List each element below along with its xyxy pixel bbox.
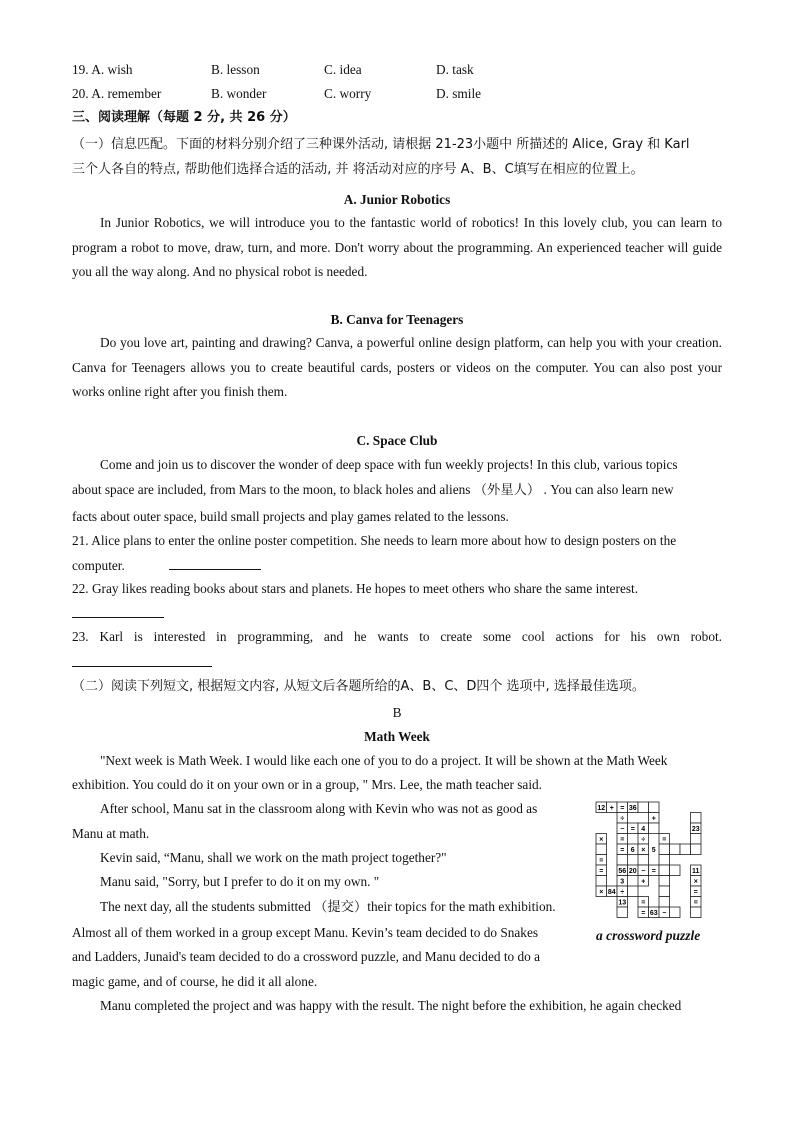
puzzle-cell-label: =: [693, 888, 698, 896]
story-p1-line1: "Next week is Math Week. I would like each one of you to do a project. It will be shown at the Math Week: [100, 753, 668, 768]
club-c-line3: facts about outer space, build small projects and play games related to the lessons.: [72, 509, 509, 524]
club-a-title: A. Junior Robotics: [343, 192, 451, 207]
question-21-line1: 21. Alice plans to enter the online poster competition. She needs to learn more about how to design posters on the: [72, 533, 677, 548]
option-20-a: 20. A. remember: [72, 86, 162, 101]
club-a-text-block: [72, 211, 722, 285]
story-title: Math Week: [364, 729, 430, 744]
puzzle-cell: [649, 802, 660, 813]
club-b-text: Do you love art, painting and drawing? Canva, a powerful online design platform, can help you with your creation. Canva for Teenagers allows you to create beautiful cards, posters or videos on the computer. You can also post your works online right after you finish them.: [72, 335, 722, 399]
puzzle-cell: [691, 834, 702, 845]
option-19-d: D. task: [436, 62, 474, 77]
puzzle-cell-label: 20: [628, 867, 637, 875]
puzzle-cell: [649, 823, 660, 834]
option-19-b: B. lesson: [211, 62, 260, 77]
puzzle-cell-label: =: [651, 867, 656, 875]
puzzle-cell-label: ×: [599, 888, 604, 896]
puzzle-cell: [617, 907, 628, 918]
puzzle-cell: [596, 844, 607, 855]
puzzle-cell-label: =: [620, 846, 625, 854]
club-c-line1: Come and join us to discover the wonder of deep space with fun weekly projects! In this club, various topics: [100, 457, 678, 472]
puzzle-cell-label: ×: [599, 836, 604, 844]
puzzle-cell: [680, 844, 691, 855]
puzzle-cell-label: ÷: [641, 836, 646, 844]
story-p2-line1: After school, Manu sat in the classroom along with Kevin who was not as good as: [100, 801, 538, 816]
option-19-a: 19. A. wish: [72, 62, 133, 77]
puzzle-cell: [638, 802, 649, 813]
puzzle-cell-label: ×: [693, 878, 698, 886]
question-21-text: computer.: [72, 558, 125, 573]
puzzle-cell-label: −: [620, 825, 625, 833]
puzzle-cell: [659, 865, 670, 876]
club-b-text-block: [72, 331, 722, 405]
puzzle-cell-label: ÷: [620, 888, 625, 896]
puzzle-cell-label: =: [599, 867, 604, 875]
crossword-puzzle-image: [590, 788, 720, 948]
puzzle-cell: [691, 907, 702, 918]
puzzle-cell-label: −: [662, 909, 667, 917]
puzzle-cell: [596, 876, 607, 887]
puzzle-cell-label: =: [662, 836, 667, 844]
puzzle-cell-label: =: [599, 857, 604, 865]
puzzle-cell-label: +: [609, 804, 614, 812]
puzzle-cell: [659, 855, 670, 866]
question-22: 22. Gray likes reading books about stars and planets. He hopes to meet others who share the same interest.: [72, 581, 639, 596]
option-19-c: C. idea: [324, 62, 362, 77]
puzzle-cell-label: 5: [651, 846, 656, 854]
puzzle-cell: [691, 813, 702, 824]
puzzle-cell-label: ÷: [620, 815, 625, 823]
puzzle-cell-label: −: [641, 867, 646, 875]
part2-instruction: （二）阅读下列短文, 根据短文内容, 从短文后各题所给的A、B、C、D四个 选项中, 选择最佳选项。: [72, 679, 645, 694]
puzzle-cell: [617, 855, 628, 866]
puzzle-cell: [670, 844, 681, 855]
puzzle-cell-label: =: [620, 804, 625, 812]
club-a-text: In Junior Robotics, we will introduce you to the fantastic world of robotics! In this lovely club, you can learn to program a robot to move, draw, turn, and more. Don't worry about the programming. An experienced teacher will guide you all the way along. And no physical robot is needed.: [72, 215, 722, 279]
club-c-title: C. Space Club: [356, 433, 438, 448]
puzzle-cell-label: +: [651, 815, 656, 823]
puzzle-cell-label: 4: [641, 825, 646, 833]
part1-instruction-line1: （一）信息匹配。下面的材料分别介绍了三种课外活动, 请根据 21-23小题中 所描述的 Alice, Gray 和 Karl: [72, 137, 690, 152]
answer-blank-23[interactable]: [72, 666, 212, 667]
club-b-title: B. Canva for Teenagers: [330, 312, 464, 327]
puzzle-cell: [659, 876, 670, 887]
puzzle-cell-label: 6: [630, 846, 635, 854]
puzzle-cell-label: 23: [691, 825, 700, 833]
option-20-c: C. worry: [324, 86, 372, 101]
part2-letter: B: [392, 705, 402, 720]
crossword-puzzle-caption: a crossword puzzle: [596, 928, 701, 943]
story-p5-line1: The next day, all the students submitted （提交）their topics for the math exhibition.: [100, 899, 556, 914]
puzzle-cell: [628, 886, 639, 897]
puzzle-cell-label: =: [693, 899, 698, 907]
puzzle-cell-label: +: [641, 878, 646, 886]
answer-blank-21[interactable]: [169, 557, 261, 570]
section-title: 三、阅读理解（每题 2 分, 共 26 分）: [72, 110, 296, 125]
puzzle-cell: [670, 865, 681, 876]
puzzle-cell: [659, 886, 670, 897]
puzzle-cell-label: ×: [641, 846, 646, 854]
story-p5-line2: Almost all of them worked in a group except Manu. Kevin’s team decided to do Snakes: [72, 925, 539, 940]
club-c-line2: about space are included, from Mars to the moon, to black holes and aliens （外星人） . You can also learn new: [72, 482, 674, 497]
answer-blank-22[interactable]: [72, 617, 164, 618]
story-p4: Manu said, "Sorry, but I prefer to do it on my own. ": [100, 874, 380, 889]
story-p6: Manu completed the project and was happy with the result. The night before the exhibition, he again checked: [100, 998, 682, 1013]
story-p5-line3: and Ladders, Junaid's team decided to do a crossword puzzle, and Manu decided to do a: [72, 949, 541, 964]
question-23: 23. Karl is interested in programming, and he wants to create some cool actions for his own robot.: [72, 629, 722, 644]
puzzle-cell-label: 84: [607, 888, 616, 896]
puzzle-cell-label: 63: [649, 909, 658, 917]
puzzle-cell: [691, 844, 702, 855]
puzzle-cell-label: 56: [618, 867, 627, 875]
puzzle-cell: [670, 907, 681, 918]
puzzle-cell-label: 36: [628, 804, 637, 812]
puzzle-cell: [659, 844, 670, 855]
story-p1-line2: exhibition. You could do it on your own or in a group, " Mrs. Lee, the math teacher said.: [72, 777, 543, 792]
question-21-line2: [72, 557, 261, 574]
part1-instruction-line2: 三个人各自的特点, 帮助他们选择合适的活动, 并 将活动对应的序号 A、B、C填写在相应的位置上。: [72, 162, 644, 177]
puzzle-cell-label: 3: [620, 878, 625, 886]
puzzle-cell-label: 13: [618, 899, 627, 907]
puzzle-cell-label: =: [630, 825, 635, 833]
puzzle-cell: [659, 897, 670, 908]
puzzle-cell-label: =: [641, 899, 646, 907]
puzzle-cell-label: 11: [692, 867, 700, 875]
puzzle-cell-label: 12: [597, 804, 606, 812]
puzzle-cell: [638, 855, 649, 866]
puzzle-cell-label: =: [620, 836, 625, 844]
story-p5-line4: magic game, and of course, he did it all alone.: [72, 974, 318, 989]
story-p2-line2: Manu at math.: [72, 826, 150, 841]
option-20-b: B. wonder: [211, 86, 267, 101]
story-p3: Kevin said, “Manu, shall we work on the math project together?": [100, 850, 447, 865]
puzzle-cell-label: =: [641, 909, 646, 917]
option-20-d: D. smile: [436, 86, 482, 101]
